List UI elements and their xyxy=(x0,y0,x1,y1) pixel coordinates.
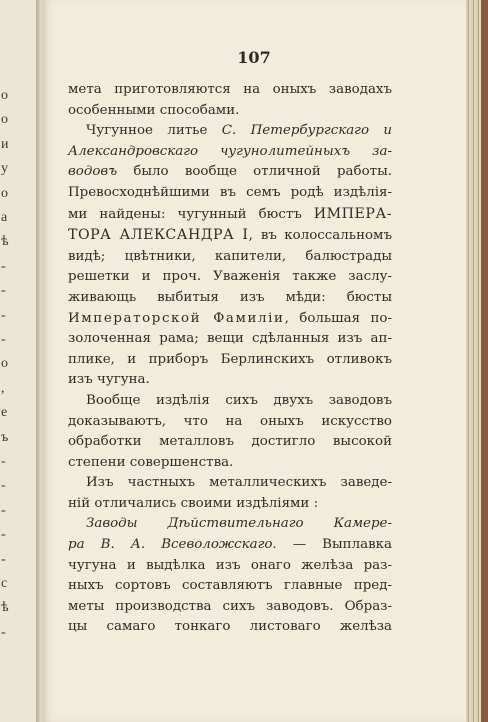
text-segment: С. Петербургскаго и xyxy=(221,123,392,139)
facing-page-fragment: - xyxy=(1,527,6,543)
text-line xyxy=(68,556,392,577)
facing-page-fragment: - xyxy=(1,283,6,299)
facing-page-fragment: - xyxy=(1,551,6,567)
facing-page-left xyxy=(0,0,37,722)
text-line xyxy=(68,288,392,309)
text-segment: Заводы Дѣйствительнаго Камере- xyxy=(86,516,392,532)
text-line xyxy=(68,309,392,330)
facing-page-fragment: , xyxy=(1,380,5,396)
text-segment: золоченная рама; вещи сдѣланныя изъ ап- xyxy=(68,331,392,347)
text-segment: Александровскаго чугунолитейныхъ за- xyxy=(68,143,392,159)
text-line xyxy=(68,329,392,350)
text-line xyxy=(68,101,392,122)
text-line xyxy=(68,412,392,433)
text-segment: ра В. А. Всеволожскаго. xyxy=(68,537,277,553)
text-line xyxy=(68,80,392,101)
text-line xyxy=(68,391,392,412)
text-segment: Превосходнѣйшими въ семъ родѣ издѣлія- xyxy=(68,184,392,200)
text-segment: ИМПЕРА- xyxy=(313,205,392,222)
text-line xyxy=(68,142,392,163)
facing-page-fragment: - xyxy=(1,502,6,518)
text-segment: особенными способами. xyxy=(68,102,240,118)
text-line xyxy=(68,597,392,618)
text-segment: Чугунное литье xyxy=(86,123,222,139)
text-segment: меты производства сихъ заводовъ. Образ- xyxy=(68,598,392,614)
facing-page-fragment: е xyxy=(1,405,8,421)
text-line xyxy=(68,162,392,183)
text-segment: водовъ xyxy=(68,164,118,180)
book-page xyxy=(42,0,466,722)
text-segment: доказываютъ, что на оныхъ искусство xyxy=(68,413,392,429)
text-segment: живающь выбитыя изъ мѣди: бюсты xyxy=(68,289,392,305)
text-segment: степени совершенства. xyxy=(68,454,234,470)
text-segment: изъ чугуна. xyxy=(68,372,150,388)
page-block-edges xyxy=(466,0,488,722)
text-segment: ныхъ сортовъ составляютъ главные пред- xyxy=(68,578,392,594)
text-line xyxy=(68,183,392,204)
text-segment: было вообще отличной работы. xyxy=(117,164,392,180)
text-line xyxy=(68,432,392,453)
page-text-body xyxy=(68,80,392,638)
text-line xyxy=(68,453,392,474)
facing-page-fragment: ѣ xyxy=(1,600,9,616)
text-line xyxy=(68,494,392,515)
text-segment: чугуна и выдѣлка изъ онаго желѣза раз- xyxy=(68,557,392,573)
facing-page-fragment: - xyxy=(1,478,6,494)
text-segment: мета приготовляются на оныхъ заводахъ xyxy=(68,82,392,97)
text-segment: ТОРА АЛЕКСАНДРА I, xyxy=(68,227,254,244)
text-segment: обработки металловъ достигло высокой xyxy=(68,434,392,450)
facing-page-fragment: с xyxy=(1,576,8,591)
facing-page-fragment: ѣ xyxy=(1,234,9,250)
facing-page-fragment: - xyxy=(1,307,6,323)
facing-page-fragment: - xyxy=(1,624,6,640)
facing-page-fragment: и xyxy=(1,136,9,152)
text-segment: ній отличались своими издѣліями : xyxy=(68,495,319,511)
text-segment: Императорской Фамиліи xyxy=(68,310,285,326)
facing-page-fragment: а xyxy=(1,210,8,225)
text-segment: Вообще издѣлія сихъ двухъ заводовъ xyxy=(86,392,392,408)
text-line xyxy=(68,617,392,638)
text-line xyxy=(68,121,392,142)
text-line xyxy=(68,247,392,268)
text-segment: Изъ частныхъ металлическихъ заведе- xyxy=(86,475,392,491)
facing-page-fragment: о xyxy=(1,185,8,201)
text-segment: цы самаго тонкаго листоваго желѣза xyxy=(68,619,392,635)
facing-page-fragment: - xyxy=(1,332,6,347)
text-segment: — Выплавка xyxy=(276,537,392,553)
facing-page-fragment: - xyxy=(1,454,6,469)
text-segment: видѣ; цвѣтники, капители, балюстрады xyxy=(68,248,392,264)
text-line xyxy=(68,370,392,391)
facing-page-fragment: о xyxy=(1,112,8,128)
text-segment: решетки и проч. Уваженія также заслу- xyxy=(68,269,392,285)
text-segment: ми найдены: чугунный бюстъ xyxy=(68,206,314,222)
text-line xyxy=(68,473,392,494)
text-line xyxy=(68,204,392,226)
facing-page-fragment: о xyxy=(1,356,8,372)
facing-page-fragment: о xyxy=(1,88,8,103)
text-line xyxy=(68,350,392,371)
text-line xyxy=(68,576,392,597)
facing-page-fragment: ъ xyxy=(1,429,9,445)
facing-page-fragment: - xyxy=(1,258,6,274)
text-segment: въ колоссальномъ xyxy=(253,228,392,244)
text-segment: пликe, и приборъ Берлинскихъ отливокъ xyxy=(68,351,392,367)
text-line xyxy=(68,535,392,556)
facing-page-fragment: у xyxy=(1,161,8,177)
book-cover-edge xyxy=(481,0,488,722)
text-line xyxy=(68,225,392,247)
text-line xyxy=(68,267,392,288)
page-number: 107 xyxy=(237,48,271,67)
text-line xyxy=(68,514,392,535)
text-segment: , большая по- xyxy=(284,310,392,326)
